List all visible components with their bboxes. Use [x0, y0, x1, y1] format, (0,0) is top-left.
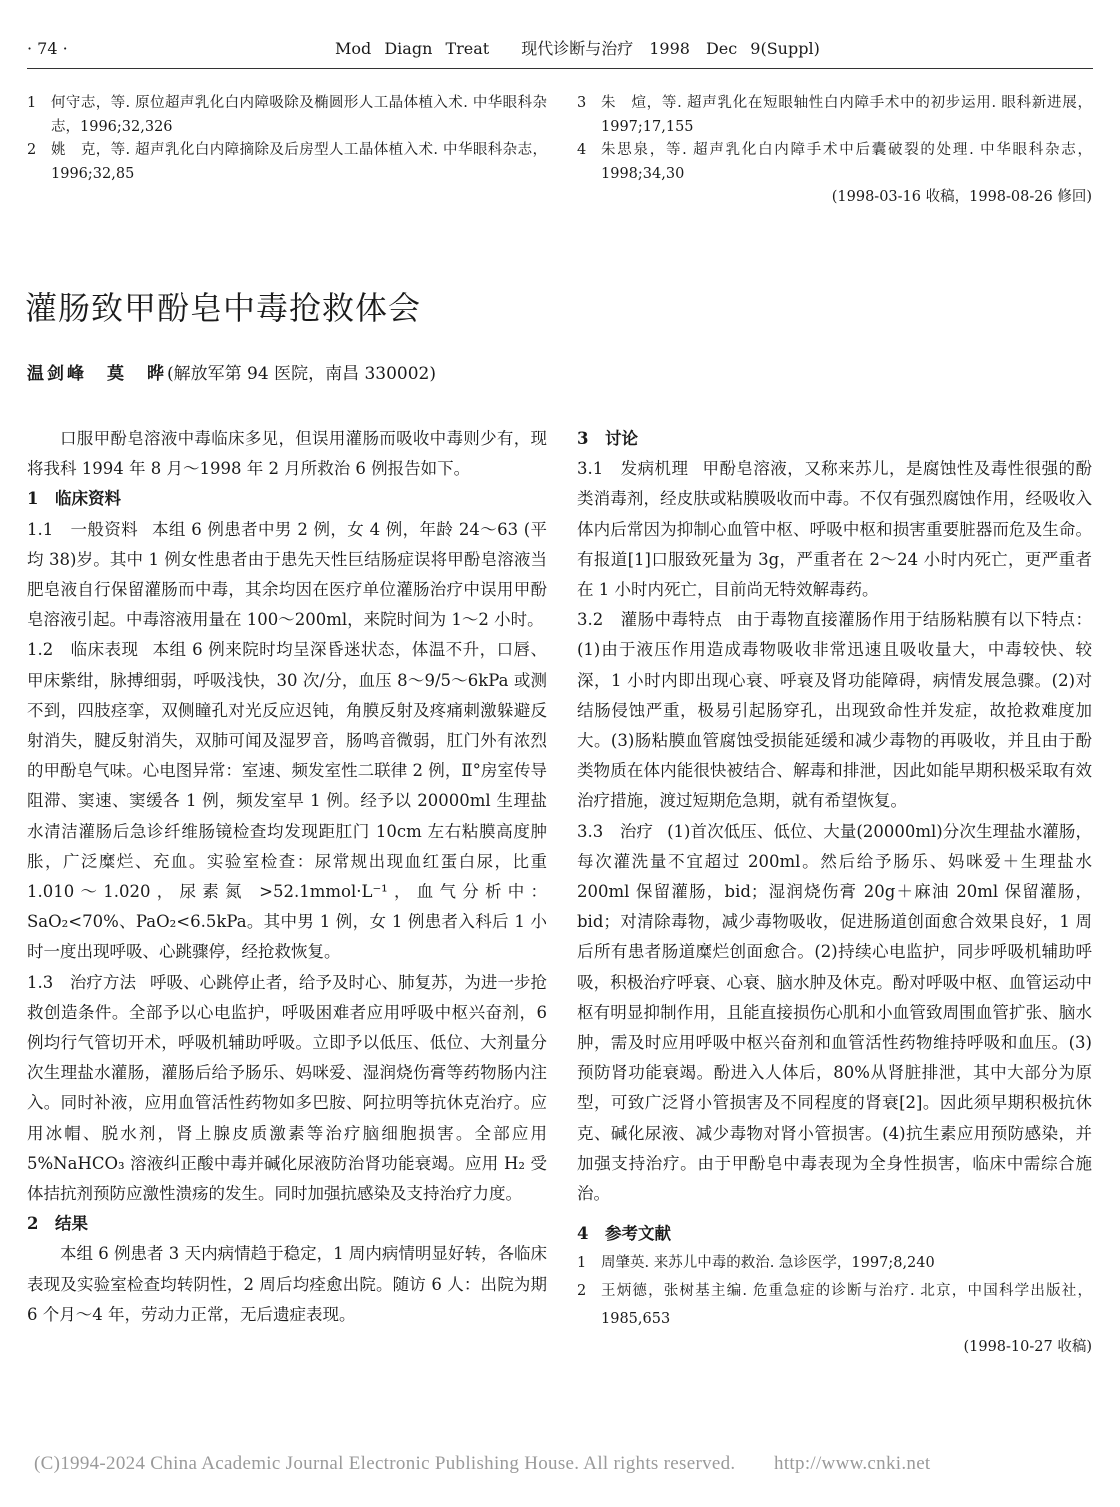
prev-article-references-left	[27, 92, 547, 186]
paragraph	[577, 454, 1092, 605]
section-title: 讨论	[605, 429, 638, 448]
section-heading	[577, 1219, 1092, 1249]
running-header	[27, 36, 1093, 66]
section-number: 3	[577, 429, 589, 448]
intro-paragraph: 口服甲酚皂溶液中毒临床多见，但误用灌肠而吸收中毒则少有，现将我科 1994 年 8 月～1998 年 2 月所救治 6 例报告如下。	[27, 429, 547, 479]
section-title: 结果	[55, 1214, 88, 1234]
paragraph	[27, 635, 547, 967]
section-heading	[577, 424, 1092, 454]
subsection-heading: 3.3 治疗	[577, 821, 654, 841]
body-column-left	[27, 424, 547, 1330]
paragraph	[27, 968, 547, 1210]
author-names: 温剑峰 莫 晔	[27, 364, 167, 384]
reference-text: 周肇英. 来苏儿中毒的救治. 急诊医学，1997;8,240	[601, 1255, 935, 1272]
reference-item	[577, 1249, 1092, 1277]
paragraph	[577, 605, 1092, 816]
section-number: 2	[27, 1214, 39, 1234]
body-column-right	[577, 424, 1092, 1361]
paragraph: 本组 6 例患者 3 天内病情趋于稳定，1 周内病情明显好转，各临床表现及实验室检查均转阴性，2 周后均痊愈出院。随访 6 人：出院为期 6 个月～4 年，劳动力正常，无后遗症表现。	[27, 1244, 547, 1324]
received-date: (1998-03-16 收稿，1998-08-26 修回)	[831, 189, 1092, 205]
section-number: 1	[27, 489, 39, 509]
reference-text: 何守志，等. 原位超声乳化白内障吸除及椭圆形人工晶体植入术. 中华眼科杂志，1996;32,326	[51, 95, 547, 135]
prev-article-references-right	[577, 92, 1092, 210]
reference-item	[27, 92, 547, 139]
copyright-footer: (C)1994-2024 China Academic Journal Electronic Publishing House. All rights reserved. http://www.cnki.net	[34, 1453, 931, 1474]
reference-number: 1	[577, 1255, 587, 1272]
spacer	[577, 1209, 1092, 1219]
byline	[27, 361, 436, 387]
section-heading	[27, 484, 547, 514]
subsection-heading: 1.3 治疗方法	[27, 972, 136, 992]
reference-item	[27, 139, 547, 186]
reference-text: 姚 克，等. 超声乳化白内障摘除及后房型人工晶体植入术. 中华眼科杂志，1996;32,85	[51, 142, 547, 182]
reference-item	[577, 139, 1092, 210]
paragraph-text: (1)首次低压、低位、大量(20000ml)分次生理盐水灌肠，每次灌洗量不宜超过 200ml。然后给予肠乐、妈咪爱＋生理盐水 200ml 保留灌肠，bid；湿润烧伤膏 20g＋麻油 20ml 保留灌肠，bid；对清除毒物，减少毒物吸收，促进肠道创面愈合效果良好，1 周后所有患者肠道糜烂创面愈合。(2)持续心电监护，同步呼吸机辅助呼吸，积极治疗呼衰、心衰、脑水肿及休克。酚对呼吸中枢、血管运动中枢有明显抑制作用，且能直接损伤心肌和小血管致周围血管扩张、脑水肿，需及时应用呼吸中枢兴奋剂和血管活性药物维持呼吸和血压。(3)预防肾功能衰竭。酚进入人体后，80%从肾脏排泄，其中大部分为原型，可致广泛肾小管损害及不同程度的肾衰[2]。因此须早期积极抗休克、碱化尿液、减少毒物对肾小管损害。(4)抗生素应用预防感染，并加强支持治疗。由于甲酚皂中毒表现为全身性损害，临床中需综合施治。	[577, 821, 1092, 1204]
author-affiliation: (解放军第 94 医院，南昌 330002)	[167, 364, 437, 384]
subsection-heading: 1.1 一般资料	[27, 519, 138, 539]
reference-number: 4	[577, 142, 587, 158]
reference-item	[577, 1277, 1092, 1361]
reference-number: 1	[27, 95, 37, 111]
header-rule	[27, 68, 1093, 69]
article-title: 灌肠致甲酚皂中毒抢救体会	[25, 289, 422, 327]
paragraph-text: 本组 6 例来院时均呈深昏迷状态，体温不升，口唇、甲床紫绀，脉搏细弱，呼吸浅快，30 次/分，血压 8～9/5～6kPa 或测不到，四肢痉挛，双侧瞳孔对光反应迟钝，角膜反射及疼痛刺激躲避反射消失，腱反射消失，双肺可闻及湿罗音，肠鸣音微弱，肛门外有浓烈的甲酚皂气味。心电图异常：室速、频发室性二联律 2 例，Ⅱ°房室传导阻滞、窦速、窦缓各 1 例，频发室早 1 例。经予以 20000ml 生理盐水清洁灌肠后急诊纤维肠镜检查均发现距肛门 10cm 左右粘膜高度肿胀，广泛糜烂、充血。实验室检查：尿常规出现血红蛋白尿，比重 1.010～1.020，尿素氮 >52.1mmol·L⁻¹，血气分析中：SaO₂<70%、PaO₂<6.5kPa。其中男 1 例，女 1 例患者入科后 1 小时一度出现呼吸、心跳骤停，经抢救恢复。	[27, 640, 547, 962]
reference-text: 王炳德，张树基主编. 危重急症的诊断与治疗. 北京，中国科学出版社，1985,653	[601, 1283, 1092, 1328]
paragraph-text: 呼吸、心跳停止者，给予及时心、肺复苏，为进一步抢救创造条件。全部予以心电监护，呼吸困难者应用呼吸中枢兴奋剂，6 例均行气管切开术，呼吸机辅助呼吸。立即予以低压、低位、大剂量分次生理盐水灌肠，灌肠后给予肠乐、妈咪爱、湿润烧伤膏等药物肠内注入。同时补液，应用血管活性药物如多巴胺、阿拉明等抗休克治疗。应用冰帽、脱水剂，肾上腺皮质激素等治疗脑细胞损害。全部应用 5%NaHCO₃ 溶液纠正酸中毒并碱化尿液防治肾功能衰竭。应用 H₂ 受体拮抗剂预防应激性溃疡的发生。同时加强抗感染及支持治疗力度。	[27, 972, 547, 1204]
received-date: (1998-10-27 收稿)	[963, 1339, 1092, 1356]
paragraph-text: 本组 6 例患者中男 2 例，女 4 例，年龄 24～63 (平均 38)岁。其中 1 例女性患者由于患先天性巨结肠症误将甲酚皂溶液当肥皂液自行保留灌肠而中毒，其余均因在医疗单位灌肠治疗中误用甲酚皂溶液引起。中毒溶液用量在 100～200ml，来院时间为 1～2 小时。	[27, 519, 547, 630]
section-number: 4	[577, 1224, 589, 1244]
subsection-heading: 3.1 发病机理	[577, 459, 689, 479]
paragraph	[577, 817, 1092, 1210]
paragraph-text: 甲酚皂溶液，又称来苏儿，是腐蚀性及毒性很强的酚类消毒剂，经皮肤或粘膜吸收而中毒。不仅有强烈腐蚀作用，经吸收入体内后常因为抑制心血管中枢、呼吸中枢和损害重要脏器而危及生命。有报道[1]口服致死量为 3g，严重者在 2～24 小时内死亡，更严重者在 1 小时内死亡，目前尚无特效解毒药。	[577, 459, 1093, 600]
paragraph-text: 由于毒物直接灌肠作用于结肠粘膜有以下特点：(1)由于液压作用造成毒物吸收非常迅速且吸收量大，中毒较快、较深，1 小时内即出现心衰、呼衰及肾功能障碍，病情发展急骤。(2)对结肠侵蚀严重，极易引起肠穿孔，出现致命性并发症，故抢救难度加大。(3)肠粘膜血管腐蚀受损能延缓和减少毒物的再吸收，并且由于酚类物质在体内能很快被结合、解毒和排泄，因此如能早期积极采取有效治疗措施，渡过短期危急期，就有希望恢复。	[577, 610, 1092, 811]
page-number: · 74 ·	[27, 39, 68, 58]
subsection-heading: 3.2 灌肠中毒特点	[577, 610, 723, 630]
journal-info: Mod Diagn Treat 现代诊断与治疗 1998 Dec 9(Suppl)	[335, 39, 820, 58]
reference-text: 朱 煊，等. 超声乳化在短眼轴性白内障手术中的初步运用. 眼科新进展，1997;17,155	[601, 95, 1092, 135]
section-heading	[27, 1209, 547, 1239]
subsection-heading: 1.2 临床表现	[27, 640, 139, 660]
reference-number: 2	[27, 142, 37, 158]
section-title: 参考文献	[605, 1224, 671, 1244]
reference-item	[577, 92, 1092, 139]
section-title: 临床资料	[55, 489, 121, 509]
reference-number: 2	[577, 1283, 587, 1300]
reference-text: 朱思泉，等. 超声乳化白内障手术中后囊破裂的处理. 中华眼科杂志，1998;34,30	[601, 142, 1092, 182]
reference-number: 3	[577, 95, 587, 111]
paragraph	[27, 515, 547, 636]
